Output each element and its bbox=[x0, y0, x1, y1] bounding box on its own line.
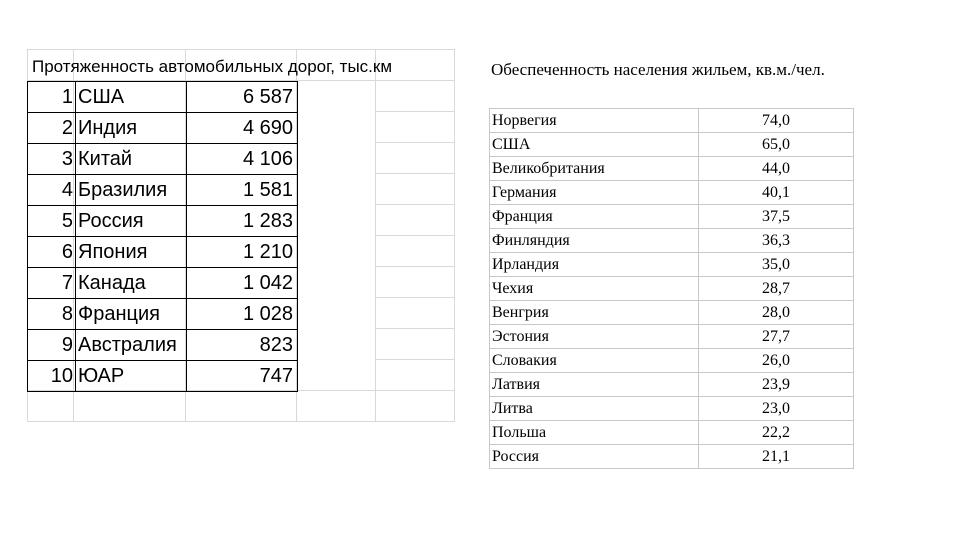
housing-value-cell: 26,0 bbox=[699, 349, 854, 373]
table-row bbox=[490, 397, 854, 421]
table-row bbox=[28, 144, 298, 175]
road-length-cell: 6 587 bbox=[187, 82, 298, 113]
country-cell: Эстония bbox=[490, 325, 699, 349]
country-cell: Латвия bbox=[490, 373, 699, 397]
road-length-cell: 4 690 bbox=[187, 113, 298, 144]
country-cell: Литва bbox=[490, 397, 699, 421]
housing-value-cell: 23,9 bbox=[699, 373, 854, 397]
housing-value-cell: 21,1 bbox=[699, 445, 854, 469]
housing-value-cell: 65,0 bbox=[699, 133, 854, 157]
table-row bbox=[28, 206, 298, 237]
table-row bbox=[28, 361, 298, 392]
housing-value-cell: 23,0 bbox=[699, 397, 854, 421]
rank-cell: 6 bbox=[28, 237, 76, 268]
table-row bbox=[490, 421, 854, 445]
country-cell: Ирландия bbox=[490, 253, 699, 277]
roads-spreadsheet bbox=[27, 49, 455, 422]
road-length-cell: 1 283 bbox=[187, 206, 298, 237]
road-length-cell: 1 581 bbox=[187, 175, 298, 206]
table-row bbox=[490, 229, 854, 253]
table-row bbox=[28, 113, 298, 144]
table-row bbox=[490, 373, 854, 397]
country-cell: Финляндия bbox=[490, 229, 699, 253]
rank-cell: 1 bbox=[28, 82, 76, 113]
housing-value-cell: 40,1 bbox=[699, 181, 854, 205]
country-cell: Канада bbox=[76, 268, 187, 299]
housing-value-cell: 36,3 bbox=[699, 229, 854, 253]
rank-cell: 7 bbox=[28, 268, 76, 299]
housing-value-cell: 44,0 bbox=[699, 157, 854, 181]
rank-cell: 8 bbox=[28, 299, 76, 330]
country-cell: США bbox=[76, 82, 187, 113]
roads-table bbox=[27, 81, 298, 392]
housing-value-cell: 22,2 bbox=[699, 421, 854, 445]
country-cell: Япония bbox=[76, 237, 187, 268]
table-row bbox=[490, 133, 854, 157]
table-row bbox=[28, 82, 298, 113]
country-cell: ЮАР bbox=[76, 361, 187, 392]
country-cell: Австралия bbox=[76, 330, 187, 361]
table-row bbox=[490, 253, 854, 277]
rank-cell: 9 bbox=[28, 330, 76, 361]
road-length-cell: 4 106 bbox=[187, 144, 298, 175]
housing-value-cell: 28,7 bbox=[699, 277, 854, 301]
table-row bbox=[490, 325, 854, 349]
rank-cell: 3 bbox=[28, 144, 76, 175]
rank-cell: 2 bbox=[28, 113, 76, 144]
country-cell: Польша bbox=[490, 421, 699, 445]
country-cell: Чехия bbox=[490, 277, 699, 301]
table-row bbox=[490, 109, 854, 133]
table-row bbox=[490, 205, 854, 229]
rank-cell: 10 bbox=[28, 361, 76, 392]
country-cell: Великобритания bbox=[490, 157, 699, 181]
country-cell: Китай bbox=[76, 144, 187, 175]
country-cell: Норвегия bbox=[490, 109, 699, 133]
road-length-cell: 823 bbox=[187, 330, 298, 361]
road-length-cell: 1 042 bbox=[187, 268, 298, 299]
road-length-cell: 1 028 bbox=[187, 299, 298, 330]
road-length-cell: 1 210 bbox=[187, 237, 298, 268]
country-cell: Франция bbox=[76, 299, 187, 330]
housing-value-cell: 27,7 bbox=[699, 325, 854, 349]
country-cell: Франция bbox=[490, 205, 699, 229]
housing-value-cell: 74,0 bbox=[699, 109, 854, 133]
housing-value-cell: 35,0 bbox=[699, 253, 854, 277]
country-cell: Россия bbox=[76, 206, 187, 237]
table-row bbox=[490, 277, 854, 301]
table-row bbox=[490, 301, 854, 325]
housing-value-cell: 28,0 bbox=[699, 301, 854, 325]
rank-cell: 4 bbox=[28, 175, 76, 206]
table-row bbox=[490, 349, 854, 373]
table-row bbox=[490, 445, 854, 469]
table-row bbox=[490, 181, 854, 205]
housing-value-cell: 37,5 bbox=[699, 205, 854, 229]
country-cell: Бразилия bbox=[76, 175, 187, 206]
country-cell: Венгрия bbox=[490, 301, 699, 325]
roads-table-title: Протяженность автомобильных дорог, тыс.км bbox=[32, 57, 393, 76]
country-cell: Словакия bbox=[490, 349, 699, 373]
table-row bbox=[28, 268, 298, 299]
table-row bbox=[28, 237, 298, 268]
table-row bbox=[28, 175, 298, 206]
country-cell: Германия bbox=[490, 181, 699, 205]
table-row bbox=[28, 330, 298, 361]
table-row bbox=[490, 157, 854, 181]
country-cell: Индия bbox=[76, 113, 187, 144]
country-cell: США bbox=[490, 133, 699, 157]
housing-table-title: Обеспеченность населения жильем, кв.м./чел. bbox=[491, 60, 825, 79]
country-cell: Россия bbox=[490, 445, 699, 469]
housing-table bbox=[489, 108, 854, 469]
road-length-cell: 747 bbox=[187, 361, 298, 392]
table-row bbox=[28, 299, 298, 330]
rank-cell: 5 bbox=[28, 206, 76, 237]
